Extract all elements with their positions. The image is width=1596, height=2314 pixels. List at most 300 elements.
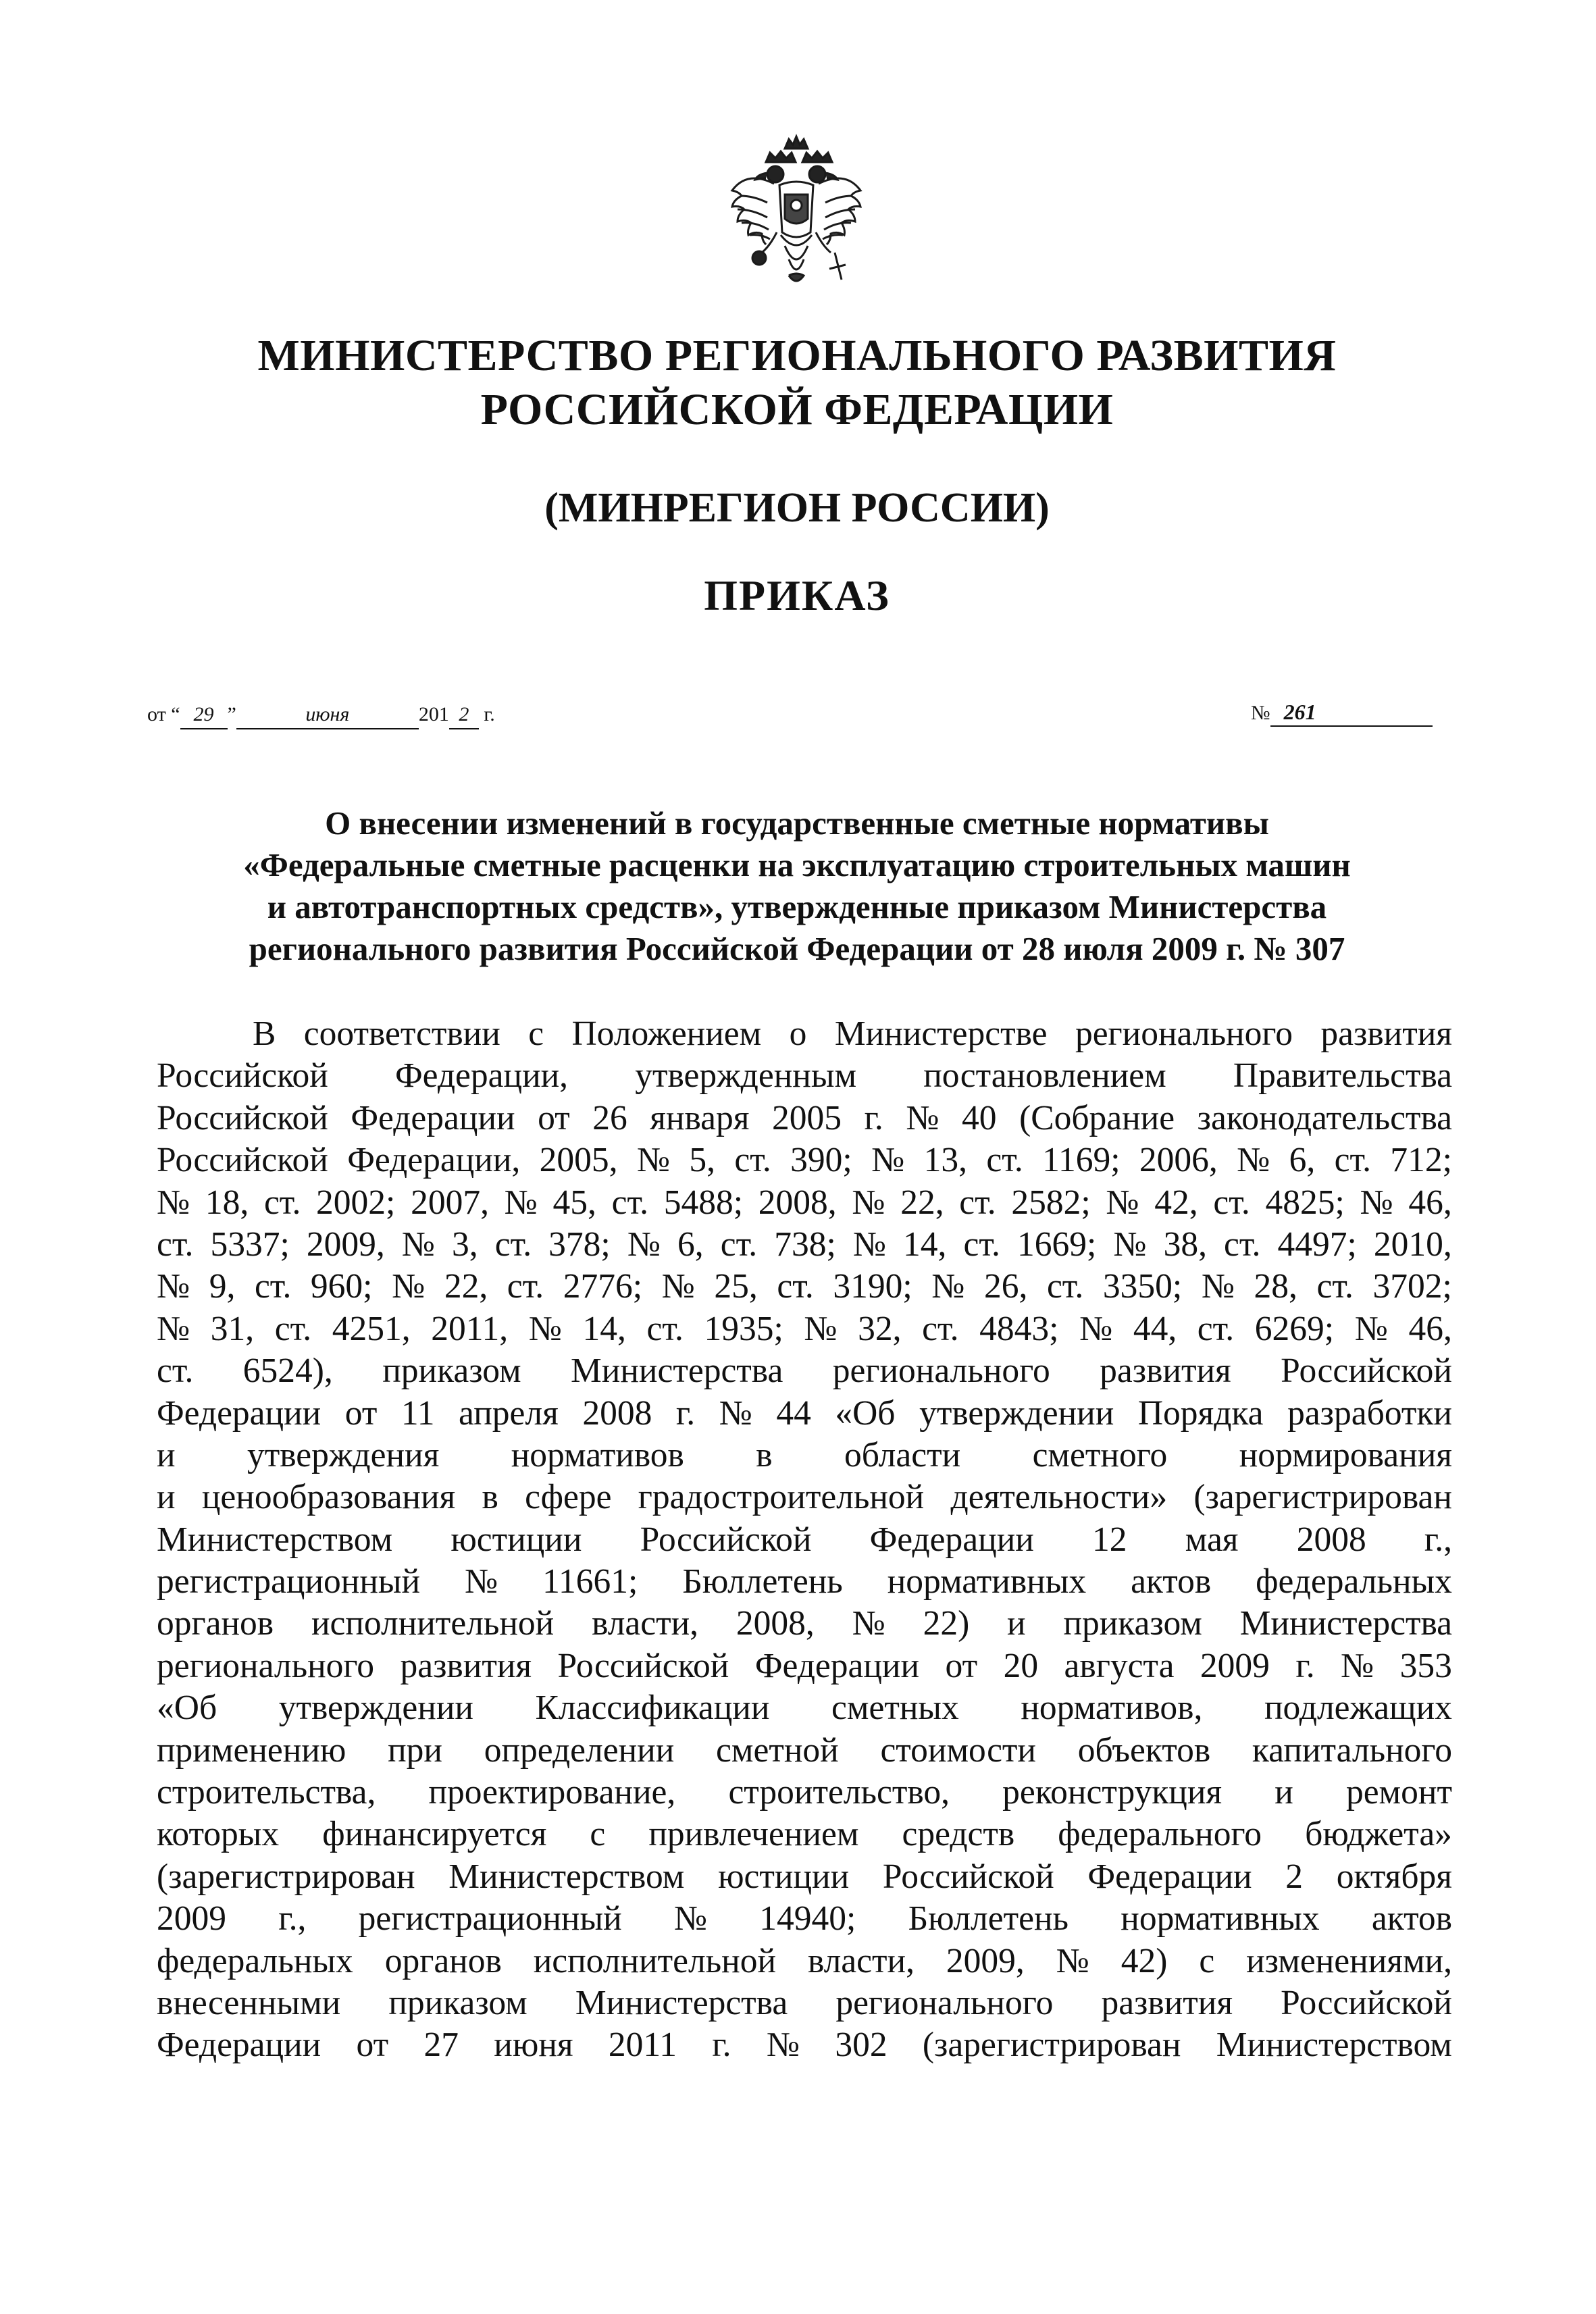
- body-word: нормативов: [511, 1435, 684, 1474]
- body-word: ст.: [611, 1183, 648, 1222]
- body-word: №: [931, 1267, 965, 1306]
- body-word: Российской: [157, 1098, 328, 1137]
- body-word: «Об: [157, 1689, 217, 1728]
- body-word: ст.: [263, 1183, 301, 1222]
- body-word: Российской: [1281, 1983, 1452, 2022]
- body-word: Федерации: [869, 1520, 1034, 1559]
- body-word: федеральных: [1256, 1562, 1452, 1601]
- body-word: 44,: [1133, 1309, 1177, 1348]
- body-word: власти,: [807, 1941, 915, 1980]
- body-word: Министерства: [575, 1983, 788, 2022]
- body-word: №: [673, 1899, 708, 1938]
- body-word: Российской: [557, 1646, 729, 1685]
- body-word: с: [1199, 1941, 1215, 1980]
- body-word: 9,: [209, 1267, 236, 1306]
- body-word: Российской: [157, 1141, 328, 1180]
- body-word: сфере: [525, 1478, 612, 1517]
- body-word: от: [538, 1098, 570, 1137]
- title-line: регионального развития Российской Федерации от 28 июля 2009 г. № 307: [249, 930, 1345, 967]
- body-word: 22,: [900, 1183, 944, 1222]
- body-word: подлежащих: [1264, 1689, 1452, 1728]
- body-word: актов: [1131, 1562, 1212, 1601]
- body-word: 11661;: [542, 1562, 638, 1601]
- body-word: Бюллетень: [682, 1562, 843, 1601]
- body-word: применению: [157, 1730, 346, 1770]
- body-word: 18,: [205, 1183, 249, 1222]
- ministry-short-name: (МИНРЕГИОН РОССИИ): [544, 485, 1050, 531]
- body-word: Российской: [157, 1056, 328, 1096]
- body-word: от: [344, 1393, 378, 1433]
- body-word: 38,: [1163, 1225, 1207, 1264]
- body-word: №: [157, 1309, 190, 1348]
- body-line: [157, 1055, 1452, 1097]
- body-word: №: [636, 1141, 671, 1180]
- body-word: объектов: [1077, 1730, 1211, 1770]
- body-word: утверждении: [278, 1689, 473, 1728]
- body-word: 3,: [452, 1225, 478, 1264]
- body-word: 4497;: [1277, 1225, 1357, 1264]
- body-word: приказом: [388, 1983, 527, 2022]
- body-word: органов: [157, 1604, 274, 1643]
- body-word: Правительства: [1233, 1056, 1452, 1096]
- order-body: [157, 1013, 1452, 2067]
- body-word: нормативных: [1121, 1899, 1320, 1938]
- body-word: 2009: [157, 1899, 226, 1938]
- body-line: [157, 1603, 1452, 1645]
- body-line: [157, 1266, 1452, 1308]
- body-word: (зарегистрирован: [922, 2026, 1181, 2065]
- body-word: о: [789, 1014, 807, 1053]
- body-word: Министерства: [1239, 1604, 1452, 1643]
- body-word: 2008,: [758, 1183, 837, 1222]
- body-line: [157, 2024, 1452, 2066]
- body-word: 4825;: [1265, 1183, 1345, 1222]
- body-line: [157, 1224, 1452, 1266]
- body-word: ст.: [646, 1309, 684, 1348]
- body-word: 2008: [582, 1393, 652, 1433]
- body-word: (зарегистрирован: [1193, 1478, 1452, 1517]
- body-word: Федерации,: [394, 1056, 569, 1096]
- body-word: 390;: [790, 1141, 852, 1180]
- body-word: ст.: [777, 1267, 814, 1306]
- body-word: юстиции: [451, 1520, 582, 1559]
- body-word: развития: [1100, 1352, 1231, 1391]
- body-line: [157, 1476, 1452, 1518]
- body-word: №: [465, 1562, 498, 1601]
- body-word: (Собрание: [1019, 1098, 1175, 1137]
- body-word: ст.: [720, 1225, 758, 1264]
- body-word: с: [528, 1014, 544, 1053]
- body-word: приказом: [382, 1352, 521, 1391]
- body-word: ст.: [494, 1225, 532, 1264]
- body-word: внесенными: [157, 1983, 341, 2022]
- body-word: Российской: [882, 1857, 1054, 1896]
- body-word: №: [804, 1309, 838, 1348]
- body-word: августа: [1064, 1646, 1175, 1685]
- body-word: ст.: [734, 1141, 771, 1180]
- body-word: Положением: [571, 1014, 762, 1053]
- body-word: регионального: [157, 1646, 375, 1685]
- body-word: 1935;: [704, 1309, 783, 1348]
- body-word: актов: [1371, 1899, 1452, 1938]
- body-word: регионального: [832, 1352, 1050, 1391]
- body-word: с: [590, 1815, 606, 1854]
- body-word: 6,: [677, 1225, 704, 1264]
- order-number: [1251, 698, 1433, 727]
- body-word: Российской: [1281, 1352, 1452, 1391]
- body-word: ст.: [1334, 1141, 1372, 1180]
- body-word: от: [356, 2026, 389, 2065]
- date-mid: ”: [227, 703, 236, 725]
- body-word: 26: [592, 1098, 627, 1137]
- body-word: №: [1237, 1141, 1270, 1180]
- body-word: 6,: [1289, 1141, 1316, 1180]
- body-word: Федерации: [754, 1646, 920, 1685]
- body-word: г.: [712, 2026, 731, 2065]
- body-word: 20: [1003, 1646, 1039, 1685]
- body-word: утвержденным: [635, 1056, 857, 1096]
- body-word: ремонт: [1345, 1773, 1452, 1812]
- body-word: 42): [1121, 1941, 1168, 1980]
- body-word: №: [1341, 1646, 1374, 1685]
- body-word: 302: [835, 2026, 887, 2065]
- body-line: [157, 1308, 1452, 1350]
- body-word: №: [852, 1183, 885, 1222]
- body-word: 14,: [582, 1309, 626, 1348]
- body-word: приказом: [1063, 1604, 1202, 1643]
- body-word: Федерации: [351, 1098, 515, 1137]
- body-line: [157, 1519, 1452, 1561]
- body-word: ст.: [254, 1267, 292, 1306]
- body-word: ст.: [986, 1141, 1023, 1180]
- body-word: ст.: [1046, 1267, 1084, 1306]
- body-word: и: [157, 1435, 176, 1474]
- body-word: октября: [1336, 1857, 1452, 1896]
- body-word: Министерством: [1216, 2026, 1452, 2065]
- body-word: власти,: [592, 1604, 699, 1643]
- body-word: №: [1056, 1941, 1089, 1980]
- date-day: 29: [180, 701, 228, 729]
- title-line: «Федеральные сметные расценки на эксплуатацию строительных машин: [243, 846, 1351, 883]
- body-word: (зарегистрирован: [157, 1857, 415, 1896]
- body-word: №: [766, 2026, 800, 2065]
- body-word: 2011: [608, 2026, 677, 2065]
- body-word: июня: [494, 2026, 573, 2065]
- body-line: [157, 1435, 1452, 1476]
- body-word: бюджета»: [1305, 1815, 1452, 1854]
- body-word: 13,: [923, 1141, 967, 1180]
- body-word: развития: [1320, 1014, 1452, 1053]
- body-word: федерального: [1058, 1815, 1262, 1854]
- body-word: 31,: [210, 1309, 255, 1348]
- body-word: 2005,: [539, 1141, 618, 1180]
- body-word: 3190;: [833, 1267, 912, 1306]
- body-line: [157, 1898, 1452, 1940]
- body-word: 2776;: [563, 1267, 643, 1306]
- body-word: ст.: [507, 1267, 544, 1306]
- body-word: Министерстве: [834, 1014, 1048, 1053]
- body-word: 1669;: [1016, 1225, 1097, 1264]
- body-word: проектирование,: [428, 1773, 676, 1812]
- title-line: О внесении изменений в государственные сметные нормативы: [325, 804, 1269, 842]
- body-word: января: [650, 1098, 750, 1137]
- body-word: 2011,: [431, 1309, 509, 1348]
- body-word: Классификации: [535, 1689, 770, 1728]
- body-word: привлечением: [648, 1815, 859, 1854]
- body-word: градостроительной: [638, 1478, 925, 1517]
- body-line: [157, 1814, 1452, 1855]
- body-word: 32,: [858, 1309, 902, 1348]
- body-word: 28,: [1254, 1267, 1297, 1306]
- body-word: №: [852, 1604, 885, 1643]
- body-word: №: [157, 1183, 190, 1222]
- body-word: Порядка: [1137, 1393, 1264, 1433]
- body-word: 353: [1399, 1646, 1452, 1685]
- body-line: [157, 1940, 1452, 1982]
- body-word: Федерации: [157, 2026, 321, 2065]
- body-word: 11: [401, 1393, 435, 1433]
- body-line: [157, 1139, 1452, 1181]
- body-word: 45,: [552, 1183, 596, 1222]
- body-word: 5488;: [663, 1183, 744, 1222]
- body-word: №: [401, 1225, 435, 1264]
- body-word: 46,: [1408, 1309, 1452, 1348]
- body-word: №: [906, 1098, 939, 1137]
- body-word: г.: [864, 1098, 883, 1137]
- body-word: 22): [923, 1604, 970, 1643]
- body-word: ст.: [157, 1352, 194, 1391]
- body-word: соответствии: [303, 1014, 500, 1053]
- body-word: №: [719, 1393, 752, 1433]
- body-word: 6524),: [242, 1352, 333, 1391]
- body-word: ст.: [157, 1225, 194, 1264]
- body-line: [157, 1393, 1452, 1435]
- body-word: средств: [902, 1815, 1015, 1854]
- ministry-name-line-2: РОССИЙСКОЙ ФЕДЕРАЦИИ: [480, 385, 1114, 434]
- body-word: в: [756, 1435, 773, 1474]
- body-word: 42,: [1154, 1183, 1198, 1222]
- body-word: Российской: [640, 1520, 812, 1559]
- body-word: №: [661, 1267, 695, 1306]
- body-word: 2008: [1296, 1520, 1366, 1559]
- body-word: Бюллетень: [908, 1899, 1069, 1938]
- body-word: г.: [1295, 1646, 1315, 1685]
- body-line: [157, 1645, 1452, 1687]
- body-word: деятельности»: [950, 1478, 1168, 1517]
- date-year-digit: 2: [449, 701, 479, 729]
- body-word: Федерации: [157, 1393, 321, 1433]
- body-word: 6269;: [1254, 1309, 1335, 1348]
- body-word: капитального: [1252, 1730, 1452, 1770]
- body-word: 14940;: [759, 1899, 856, 1938]
- body-word: 5,: [689, 1141, 716, 1180]
- body-word: ст.: [963, 1225, 1000, 1264]
- body-word: 40: [962, 1098, 997, 1137]
- body-word: утверждении: [919, 1393, 1114, 1433]
- date-year-prefix: 201: [418, 703, 449, 725]
- body-word: реконструкция: [1002, 1773, 1222, 1812]
- body-word: 3350;: [1102, 1267, 1183, 1306]
- body-word: 712;: [1390, 1141, 1452, 1180]
- body-word: юстиции: [718, 1857, 850, 1896]
- body-word: развития: [400, 1646, 532, 1685]
- body-word: 738;: [774, 1225, 836, 1264]
- body-word: изменениями,: [1246, 1941, 1452, 1980]
- body-word: стоимости: [880, 1730, 1036, 1770]
- russian-coat-of-arms-icon: [727, 134, 866, 293]
- body-word: №: [504, 1183, 538, 1222]
- body-word: регионального: [1075, 1014, 1293, 1053]
- body-word: и: [1007, 1604, 1026, 1643]
- body-word: регионального: [835, 1983, 1054, 2022]
- body-word: 2582;: [1011, 1183, 1091, 1222]
- body-word: 378;: [548, 1225, 611, 1264]
- body-word: 2007,: [411, 1183, 489, 1222]
- body-word: от: [945, 1646, 978, 1685]
- body-word: развития: [1101, 1983, 1233, 2022]
- body-word: ст.: [274, 1309, 312, 1348]
- body-word: 22,: [444, 1267, 488, 1306]
- date-suffix: г.: [484, 703, 495, 725]
- body-word: сметных: [831, 1689, 959, 1728]
- body-word: 3702;: [1372, 1267, 1452, 1306]
- body-word: нормирования: [1239, 1435, 1452, 1474]
- body-word: №: [852, 1225, 886, 1264]
- body-word: №: [528, 1309, 562, 1348]
- body-word: 25,: [714, 1267, 758, 1306]
- ministry-name-line-1: МИНИСТЕРСТВО РЕГИОНАЛЬНОГО РАЗВИТИЯ: [257, 331, 1337, 380]
- body-word: 46,: [1408, 1183, 1452, 1222]
- body-word: №: [627, 1225, 661, 1264]
- body-word: 2002;: [316, 1183, 396, 1222]
- date-month: июня: [236, 701, 419, 729]
- body-word: органов: [384, 1941, 502, 1980]
- body-word: Федерации: [1087, 1857, 1252, 1896]
- body-word: №: [1201, 1267, 1235, 1306]
- body-word: исполнительной: [533, 1941, 777, 1980]
- body-word: г.: [675, 1393, 696, 1433]
- body-word: федеральных: [157, 1941, 353, 1980]
- body-word: ст.: [1316, 1267, 1354, 1306]
- body-word: Министерства: [571, 1352, 783, 1391]
- body-word: 14,: [903, 1225, 947, 1264]
- body-word: №: [1354, 1309, 1388, 1348]
- title-line: и автотранспортных средств», утвержденные приказом Министерства: [267, 888, 1327, 925]
- body-line: [157, 1013, 1452, 1055]
- body-word: Министерством: [448, 1857, 685, 1896]
- body-word: 4251,: [332, 1309, 411, 1348]
- body-line: [157, 1561, 1452, 1603]
- body-word: №: [1360, 1183, 1393, 1222]
- body-word: законодательства: [1197, 1098, 1452, 1137]
- body-word: 2009,: [946, 1941, 1025, 1980]
- body-word: 12: [1092, 1520, 1127, 1559]
- body-word: В: [253, 1014, 276, 1053]
- body-word: 1169;: [1042, 1141, 1121, 1180]
- body-word: в: [482, 1478, 498, 1517]
- body-word: Федерации,: [347, 1141, 521, 1180]
- body-word: при: [388, 1730, 442, 1770]
- body-word: которых: [157, 1815, 280, 1854]
- number-label: №: [1251, 702, 1270, 724]
- body-word: ст.: [1213, 1183, 1250, 1222]
- body-word: 26,: [983, 1267, 1028, 1306]
- body-word: 5337;: [210, 1225, 290, 1264]
- body-line: [157, 1772, 1452, 1814]
- body-line: [157, 1687, 1452, 1729]
- body-word: строительства,: [157, 1773, 376, 1812]
- body-word: №: [1079, 1309, 1113, 1348]
- body-word: 4843;: [979, 1309, 1059, 1348]
- body-line: [157, 1856, 1452, 1898]
- body-word: 27: [423, 2026, 459, 2065]
- body-line: [157, 1350, 1452, 1392]
- body-line: [157, 1982, 1452, 2024]
- body-word: ценообразования: [201, 1478, 456, 1517]
- body-word: 2009: [1200, 1646, 1270, 1685]
- body-word: 960;: [310, 1267, 373, 1306]
- body-word: 2: [1285, 1857, 1304, 1896]
- body-word: №: [871, 1141, 905, 1180]
- body-word: разработки: [1287, 1393, 1452, 1433]
- body-word: №: [157, 1267, 190, 1306]
- body-word: утверждения: [247, 1435, 440, 1474]
- body-word: сметного: [1032, 1435, 1168, 1474]
- body-word: сметной: [716, 1730, 839, 1770]
- body-word: определении: [484, 1730, 675, 1770]
- body-word: постановлением: [923, 1056, 1166, 1096]
- body-word: ст.: [1197, 1309, 1235, 1348]
- body-word: 44: [776, 1393, 811, 1433]
- body-line: [157, 1730, 1452, 1772]
- body-word: 2006,: [1139, 1141, 1218, 1180]
- body-word: г.,: [278, 1899, 307, 1938]
- body-word: апреля: [459, 1393, 559, 1433]
- body-word: №: [1113, 1225, 1147, 1264]
- body-word: и: [157, 1478, 176, 1517]
- body-word: ст.: [959, 1183, 996, 1222]
- body-word: 2010,: [1373, 1225, 1452, 1264]
- body-word: и: [1275, 1773, 1293, 1812]
- body-word: 2008,: [736, 1604, 815, 1643]
- body-word: регистрационный: [157, 1562, 421, 1601]
- body-word: нормативов,: [1021, 1689, 1203, 1728]
- body-line: [157, 1098, 1452, 1139]
- body-word: финансируется: [322, 1815, 547, 1854]
- order-title: [155, 802, 1439, 970]
- body-word: области: [844, 1435, 961, 1474]
- number-value: 261: [1270, 698, 1433, 727]
- body-word: ст.: [1224, 1225, 1261, 1264]
- body-word: г.,: [1424, 1520, 1452, 1559]
- order-date: [147, 701, 495, 729]
- document-type: ПРИКАЗ: [704, 571, 890, 619]
- date-prefix: от “: [147, 703, 180, 725]
- body-word: Министерством: [157, 1520, 393, 1559]
- body-word: №: [392, 1267, 426, 1306]
- body-word: ст.: [922, 1309, 959, 1348]
- body-word: строительство,: [728, 1773, 950, 1812]
- body-word: регистрационный: [358, 1899, 622, 1938]
- body-word: 2009,: [306, 1225, 385, 1264]
- body-word: 2005: [772, 1098, 842, 1137]
- body-word: №: [1106, 1183, 1139, 1222]
- body-word: мая: [1185, 1520, 1239, 1559]
- body-word: нормативных: [887, 1562, 1087, 1601]
- body-line: [157, 1182, 1452, 1224]
- body-word: исполнительной: [311, 1604, 555, 1643]
- body-word: «Об: [835, 1393, 896, 1433]
